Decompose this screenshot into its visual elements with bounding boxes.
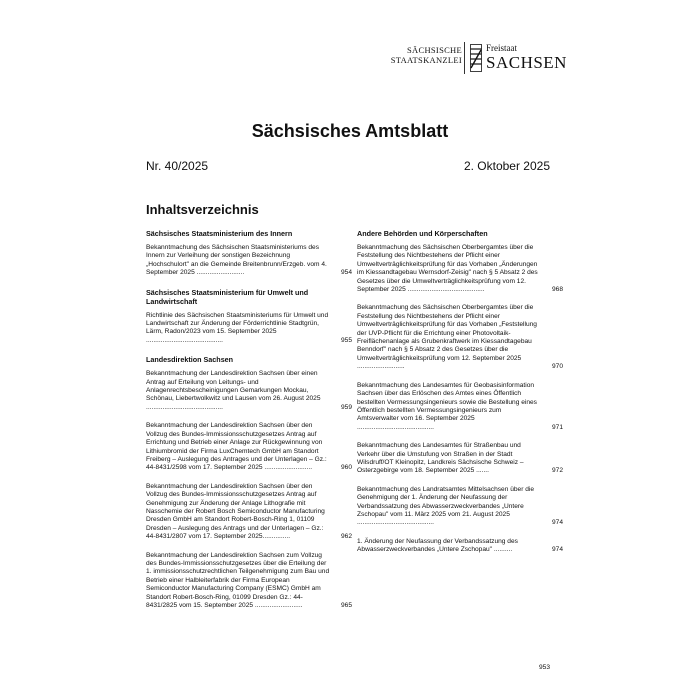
toc-entry[interactable] — [146, 370, 352, 412]
entry-text: Bekanntmachung der Landesdirektion Sachsen zum Vollzug des Bundes-Immissionsschutzgesetzes über die Erteilung der 1. immissionsschutzrechtlichen Teilgenehmigung zum Bau und Betrieb einer Halbleiterfabrik der Firma European Semiconductor Manufacturing Company (ESMC) GmbH am Standort Robert-Bosch-Ring, 01099 Dresden Gz.: 44-8431/2825 vom 15. September 2025 .......................... — [146, 551, 330, 609]
entry-text: Bekanntmachung der Landesdirektion Sachsen über den Vollzug des Bundes-Immissionsschutzgesetzes Antrag auf Genehmigung zur Änderung der Anlage Lithografie mit Nasschemie der Robert Bosch Semiconductor Manufacturing Dresden GmbH am Standort Robert-Bosch-Ring 1, 01109 Dresden – Auslegung des Antrags und der Unterlagen – Gz.: 44-8431/2807 vom 17. September 2025............... — [146, 482, 325, 541]
logo-divider — [464, 42, 465, 74]
kanzlei-line-1: SÄCHSISCHE — [407, 45, 462, 55]
issue-number: Nr. 40/2025 — [146, 159, 209, 173]
section-heading: Sächsisches Staatsministerium des Innern — [146, 229, 293, 238]
entry-text: Bekanntmachung der Landesdirektion Sachsen über den Vollzug des Bundes-Immissionsschutzgesetzes Antrag auf Errichtung und Betrieb einer Anlage zur Rückgewinnung von Lithiumbromid der Firma LuxChemtech GmbH am Standort Freiberg – Auslegung des Antrages und der Unterlagen – Gz.: 44-8431/2598 vom 17. September 2025 .......................... — [146, 422, 327, 472]
entry-text: Bekanntmachung des Sächsischen Staatsministeriums des Innern zur Verleihung der sonstigen Bezeichnung „Hochschulort" an die Gemeinde Breitenbrunn/Erzgeb. vom 4. September 2025 .......................... — [146, 244, 327, 277]
entry-text: Bekanntmachung des Landesamtes für Straßenbau und Verkehr über die Umstufung von Straßen in der Stadt Wilsdruff/OT Kleinopitz, Landkreis Sächsische Schweiz – Osterzgebirge vom 18. September 2025 ....... — [357, 442, 524, 475]
entry-page: 974 — [551, 519, 563, 527]
section-heading: Sächsisches Staatsministerium für Umwelt und Landwirtschaft — [146, 287, 309, 306]
toc-entry[interactable] — [146, 422, 352, 472]
toc-entry[interactable] — [146, 551, 352, 611]
entry-page: 970 — [551, 363, 563, 371]
entry-page: 962 — [340, 533, 352, 541]
toc-left-column — [146, 229, 352, 620]
section-heading: Andere Behörden und Körperschaften — [357, 229, 488, 238]
entry-page: 968 — [551, 286, 563, 294]
entry-page: 965 — [340, 602, 352, 609]
entry-page: 974 — [551, 546, 563, 554]
toc-entry[interactable] — [357, 244, 563, 294]
toc-entry[interactable] — [357, 485, 563, 528]
entry-text: Bekanntmachung der Landesdirektion Sachsen über einen Antrag auf Erteilung von Leitungs- und Anlagenrechtsbescheinigungen Gemarkungen Mockau, Schönau, Liebertwolkwitz und Lausen vom 26. August 2025 .......................................... — [146, 370, 321, 411]
page-title: Sächsisches Amtsblatt — [251, 121, 449, 141]
entry-text: Richtlinie des Sächsischen Staatsministeriums für Umwelt und Landwirtschaft zur Änderung der Förderrichtlinie Stadtgrün, Lärm, Radon/2023 vom 15. September 2025 .......................................... — [146, 311, 329, 344]
entry-page: 955 — [340, 336, 352, 344]
toc-entry[interactable] — [357, 537, 563, 555]
entry-text: Bekanntmachung des Sächsischen Oberbergamtes über die Feststellung des Nichtbestehens der Pflicht einer Umweltverträglichkeitsprüfung für das Vorhaben „Änderungen im Kiessandtagebau Wernsdorf-Zeisig" nach § 5 Absatz 2 des Gesetzes über die Umweltverträglichkeitsprüfung vom 12. September 2025 .......................................... — [357, 244, 538, 294]
toc-entry[interactable] — [146, 482, 352, 542]
section-heading: Landesdirektion Sachsen — [146, 355, 234, 365]
entry-page: 959 — [340, 403, 352, 411]
toc-entry[interactable] — [146, 311, 352, 346]
entry-text: Bekanntmachung des Landratsamtes Mittelsachsen über die Genehmigung der 1. Änderung der Neufassung der Verbandssatzung des Abwasserzweckverbandes „Untere Zschopau" vom 11. März 2025 vom 21. August 2025 .......................................... — [357, 485, 535, 527]
staatskanzlei-label — [391, 45, 462, 65]
toc-right-column — [357, 229, 563, 565]
page-number: 953 — [538, 664, 550, 671]
sachsen-label: SACHSEN — [486, 53, 567, 72]
freistaat-label: Freistaat — [486, 43, 517, 53]
kanzlei-line-2: STAATSKANZLEI — [390, 55, 462, 65]
saxony-crest-icon — [470, 44, 482, 72]
entry-text: Bekanntmachung des Sächsischen Oberbergamtes über die Feststellung des Nichtbestehens der Pflicht einer Umweltverträglichkeitsprüfung für das Vorhaben „Feststellung der UVP-Pflicht für die Errichtung einer Photovoltaik-Freiflächenanlage als Grubenkraftwerk im Kiessandtagebau Benndorf" nach § 5 Absatz 2 des Gesetzes über die Umweltverträglichkeitsprüfung vom 12. September 2025 .......................... — [357, 304, 537, 371]
entry-text: Bekanntmachung des Landesamtes für Geobasisinformation Sachsen über das Erlöschen des Amtes eines Öffentlich bestellten Vermessungsingenieurs sowie die Bestellung eines Öffentlich bestellten Vermessungsingenieurs zum Amtsverwalter vom 16. September 2025 .......................................... — [357, 381, 537, 431]
entry-page: 954 — [340, 269, 352, 277]
entry-page: 971 — [551, 423, 563, 431]
entry-page: 972 — [551, 467, 563, 475]
toc-entry[interactable] — [146, 244, 352, 278]
toc-heading: Inhaltsverzeichnis — [146, 202, 259, 217]
header-logo — [384, 42, 567, 76]
toc-entry[interactable] — [357, 442, 563, 476]
issue-date: 2. Oktober 2025 — [463, 159, 550, 173]
entry-text: 1. Änderung der Neufassung der Verbandssatzung des Abwasserzweckverbandes „Untere Zschopau" .......... — [357, 537, 518, 554]
entry-page: 960 — [340, 464, 352, 472]
toc-entry[interactable] — [357, 381, 563, 432]
toc-entry[interactable] — [357, 304, 563, 371]
